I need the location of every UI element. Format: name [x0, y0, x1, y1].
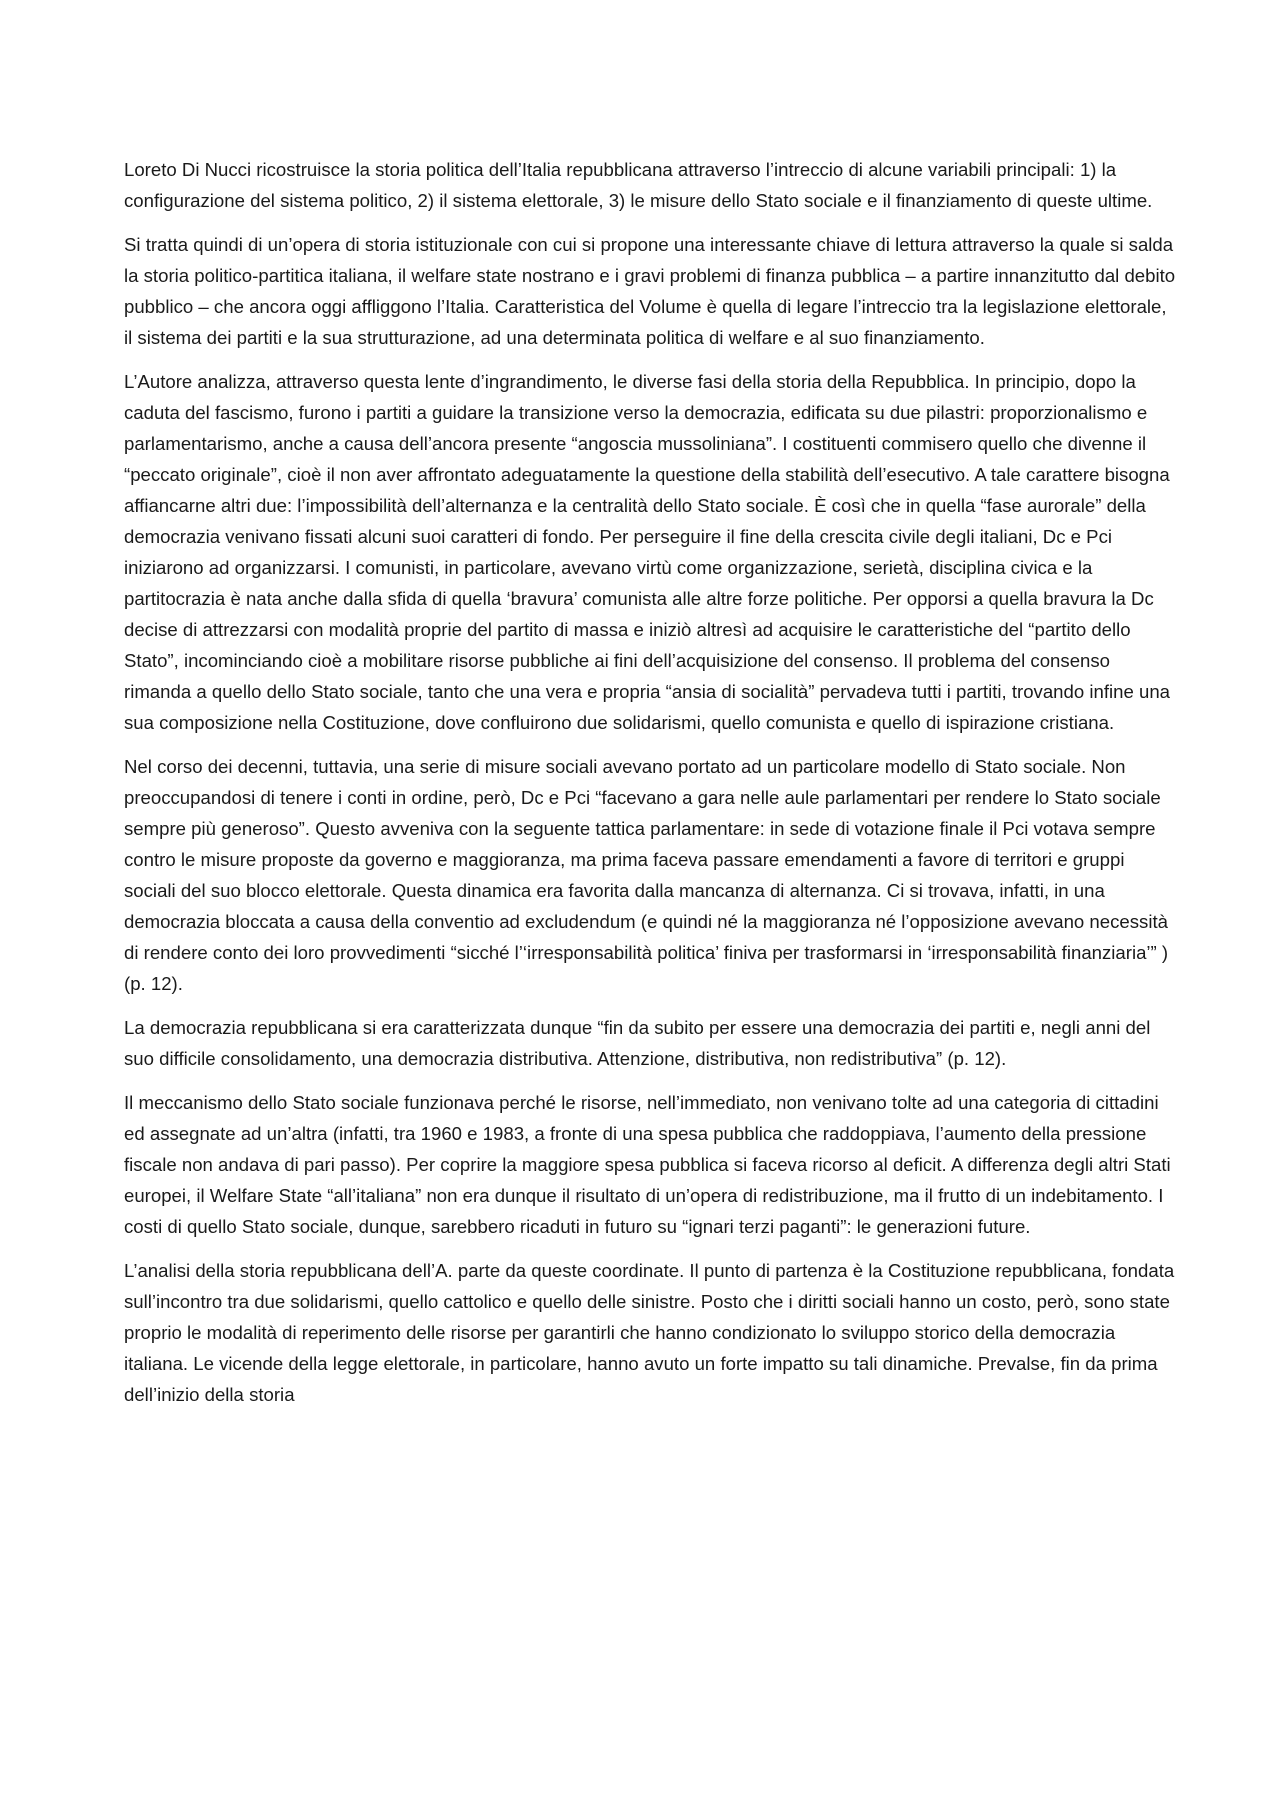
paragraph-7: L’analisi della storia repubblicana dell’A. parte da queste coordinate. Il punto di partenza è la Costituzione repubblicana, fondata sull’incontro tra due solidarismi, quello cattolico e quello delle sinistre. Posto che i diritti sociali hanno un costo, però, sono state proprio le modalità di reperimento delle risorse per garantirli che hanno condizionato lo sviluppo storico della democrazia italiana. Le vicende della legge elettorale, in particolare, hanno avuto un forte impatto su tali dinamiche. Prevalse, fin da prima dell’inizio della storia — [124, 1260, 1175, 1405]
paragraph-6: Il meccanismo dello Stato sociale funzionava perché le risorse, nell’immediato, non venivano tolte ad una categoria di cittadini ed assegnate ad un’altra (infatti, tra 1960 e 1983, a fronte di una spesa pubblica che raddoppiava, l’aumento della pressione fiscale non andava di pari passo). Per coprire la maggiore spesa pubblica si faceva ricorso al deficit. A differenza degli altri Stati europei, il Welfare State “all’italiana” non era dunque il risultato di un’opera di redistribuzione, ma il frutto di un indebitamento. I costi di quello Stato sociale, dunque, sarebbero ricaduti in futuro su “ignari terzi paganti”: le generazioni future. — [124, 1092, 1171, 1237]
paragraph-3: L’Autore analizza, attraverso questa lente d’ingrandimento, le diverse fasi della storia della Repubblica. In principio, dopo la caduta del fascismo, furono i partiti a guidare la transizione verso la democrazia, edificata su due pilastri: proporzionalismo e parlamentarismo, anche a causa dell’ancora presente “angoscia mussoliniana”. I costituenti commisero quello che divenne il “peccato originale”, cioè il non aver affrontato adeguatamente la questione della stabilità dell’esecutivo. A tale carattere bisogna affiancarne altri due: l’impossibilità dell’alternanza e la centralità dello Stato sociale. È così che in quella “fase aurorale” della democrazia venivano fissati alcuni suoi caratteri di fondo. Per perseguire il fine della crescita civile degli italiani, Dc e Pci iniziarono ad organizzarsi. I comunisti, in particolare, avevano virtù come organizzazione, serietà, disciplina civica e la partitocrazia è nata anche dalla sfida di quella ‘bravura’ comunista alle altre forze politiche. Per opporsi a quella bravura la Dc decise di attrezzarsi con modalità proprie del partito di massa e iniziò altresì ad acquisire le caratteristiche del “partito dello Stato”, incominciando cioè a mobilitare risorse pubbliche ai fini dell’acquisizione del consenso. Il problema del consenso rimanda a quello dello Stato sociale, tanto che una vera e propria “ansia di socialità” pervadeva tutti i partiti, trovando infine una sua composizione nella Costituzione, dove confluirono due solidarismi, quello comunista e quello di ispirazione cristiana. — [124, 371, 1170, 733]
paragraph-1: Loreto Di Nucci ricostruisce la storia politica dell’Italia repubblicana attraverso l’intreccio di alcune variabili principali: 1) la configurazione del sistema politico, 2) il sistema elettorale, 3) le misure dello Stato sociale e il finanziamento di queste ultime. — [124, 159, 1153, 211]
paragraph-4: Nel corso dei decenni, tuttavia, una serie di misure sociali avevano portato ad un particolare modello di Stato sociale. Non preoccupandosi di tenere i conti in ordine, però, Dc e Pci “facevano a gara nelle aule parlamentari per rendere lo Stato sociale sempre più generoso”. Questo avveniva con la seguente tattica parlamentare: in sede di votazione finale il Pci votava sempre contro le misure proposte da governo e maggioranza, ma prima faceva passare emendamenti a favore di territori e gruppi sociali del suo blocco elettorale. Questa dinamica era favorita dalla mancanza di alternanza. Ci si trovava, infatti, in una democrazia bloccata a causa della conventio ad excludendum (e quindi né la maggioranza né l’opposizione avevano necessità di rendere conto dei loro provvedimenti “sicché l’‘irresponsabilità politica’ finiva per trasformarsi in ‘irresponsabilità finanziaria’” ) (p. 12). — [124, 756, 1169, 994]
body-text — [124, 154, 1176, 1423]
paragraph-2: Si tratta quindi di un’opera di storia istituzionale con cui si propone una interessante chiave di lettura attraverso la quale si salda la storia politico-partitica italiana, il welfare state nostrano e i gravi problemi di finanza pubblica – a partire innanzitutto dal debito pubblico – che ancora oggi affliggono l’Italia. Caratteristica del Volume è quella di legare l’intreccio tra la legislazione elettorale, il sistema dei partiti e la sua strutturazione, ad una determinata politica di welfare e al suo finanziamento. — [124, 234, 1176, 348]
paragraph-5: La democrazia repubblicana si era caratterizzata dunque “fin da subito per essere una democrazia dei partiti e, negli anni del suo difficile consolidamento, una democrazia distributiva. Attenzione, distributiva, non redistributiva” (p. 12). — [124, 1017, 1151, 1069]
